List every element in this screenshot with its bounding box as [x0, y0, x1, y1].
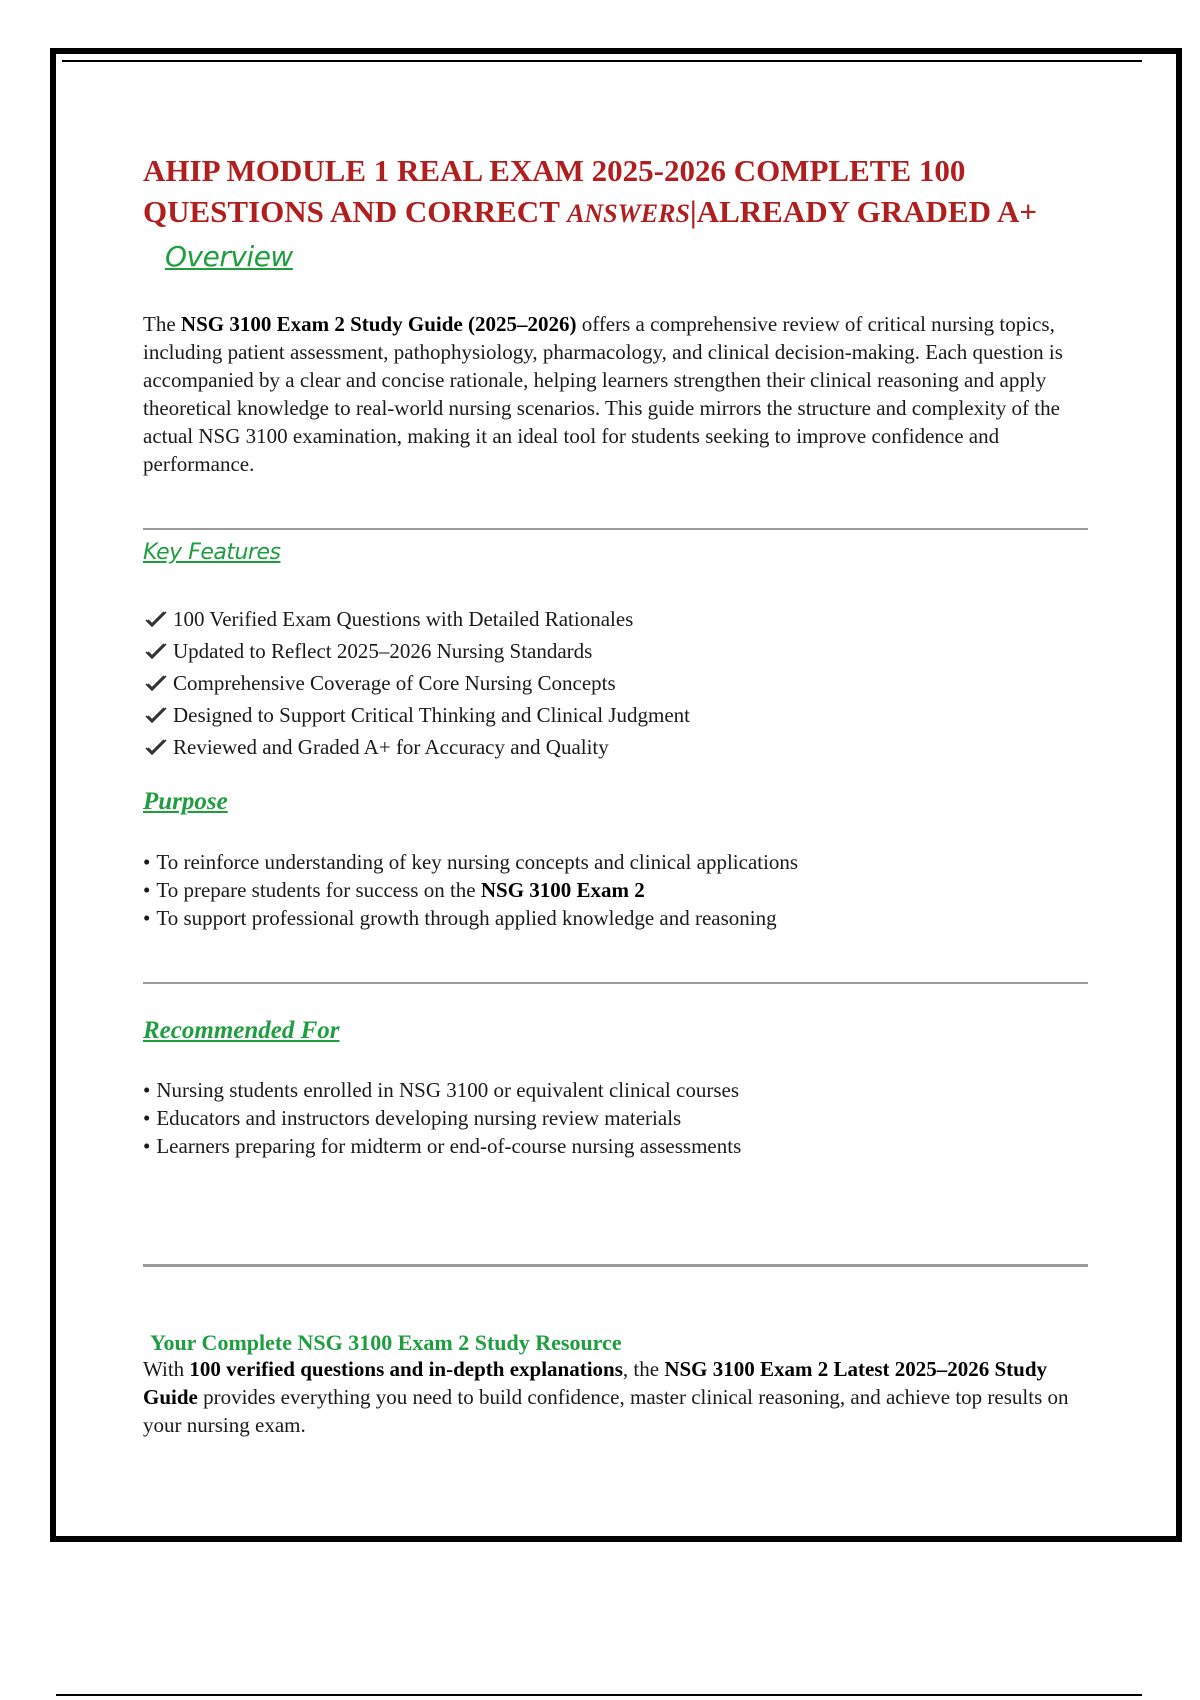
divider-2 [143, 982, 1088, 984]
recommended-heading: Recommended For [143, 1017, 340, 1044]
overview-text-pre: The [143, 312, 181, 336]
recommended-item-label: Educators and instructors developing nursing review materials [156, 1106, 682, 1130]
resource-text-bold2: NSG 3100 Exam 2 Latest 2025–2026 Study Guide [143, 1357, 1048, 1409]
purpose-heading: Purpose [143, 788, 228, 815]
overview-text-post: offers a comprehensive review of critical nursing topics, including patient assessment, pathophysiology, pharmacology, and clinical decision-making. Each question is accompanied by a clear and concise rationale, helping learners strengthen their clinical reasoning and apply theoretical knowledge to real-world nursing scenarios. This guide mirrors the structure and complexity of the actual NSG 3100 examination, making it an ideal tool for students seeking to improve confidence and performance. [143, 312, 1063, 476]
frame-top-line [62, 60, 1142, 62]
checkmark-icon [143, 673, 169, 693]
resource-heading: Your Complete NSG 3100 Exam 2 Study Resource [150, 1330, 622, 1355]
overview-paragraph [143, 310, 1088, 478]
key-features-list [143, 603, 1088, 763]
recommended-item [143, 1076, 1088, 1104]
feature-item [143, 731, 1088, 763]
purpose-item [143, 848, 1088, 876]
purpose-item-label: To support professional growth through applied knowledge and reasoning [156, 906, 777, 930]
resource-text-bold1: 100 verified questions and in-depth explanations [189, 1357, 623, 1381]
feature-item [143, 603, 1088, 635]
overview-heading: Overview [165, 240, 293, 273]
feature-item [143, 635, 1088, 667]
resource-paragraph [143, 1355, 1088, 1439]
resource-text-mid: , the [622, 1357, 665, 1381]
purpose-item-bold: NSG 3100 Exam 2 [480, 878, 645, 902]
feature-item [143, 699, 1088, 731]
feature-item-label: Comprehensive Coverage of Core Nursing Concepts [173, 671, 616, 695]
title-text-part1: AHIP MODULE 1 REAL EXAM 2025-2026 COMPLETE 100 QUESTIONS AND CORRECT [143, 153, 966, 229]
title-text-part2: |ALREADY GRADED A+ [689, 194, 1038, 229]
checkmark-icon [143, 705, 169, 725]
recommended-item-label: Learners preparing for midterm or end-of-course nursing assessments [156, 1134, 742, 1158]
purpose-list [143, 848, 1088, 932]
divider-1 [143, 528, 1088, 530]
purpose-item [143, 904, 1088, 932]
feature-item [143, 667, 1088, 699]
checkmark-icon [143, 609, 169, 629]
key-features-heading: Key Features [143, 540, 281, 565]
checkmark-icon [143, 641, 169, 661]
divider-3 [143, 1264, 1088, 1267]
purpose-item-label: To prepare students for success on the [156, 878, 481, 902]
feature-item-label: Designed to Support Critical Thinking and Clinical Judgment [173, 703, 690, 727]
title-text-italic: ANSWERS [567, 199, 690, 228]
page-bottom-line [56, 1694, 1142, 1696]
recommended-item [143, 1104, 1088, 1132]
feature-item-label: Reviewed and Graded A+ for Accuracy and Quality [173, 735, 609, 759]
checkmark-icon [143, 737, 169, 757]
recommended-item [143, 1132, 1088, 1160]
purpose-item [143, 876, 1088, 904]
recommended-item-label: Nursing students enrolled in NSG 3100 or equivalent clinical courses [156, 1078, 739, 1102]
purpose-item-label: To reinforce understanding of key nursing concepts and clinical applications [156, 850, 799, 874]
feature-item-label: 100 Verified Exam Questions with Detailed Rationales [173, 607, 634, 631]
feature-item-label: Updated to Reflect 2025–2026 Nursing Standards [173, 639, 593, 663]
resource-text-pre: With [143, 1357, 190, 1381]
resource-text-post: provides everything you need to build confidence, master clinical reasoning, and achieve top results on your nursing exam. [143, 1385, 1069, 1437]
overview-text-bold: NSG 3100 Exam 2 Study Guide (2025–2026) [180, 312, 577, 336]
document-title [143, 150, 1088, 234]
recommended-list [143, 1076, 1088, 1160]
